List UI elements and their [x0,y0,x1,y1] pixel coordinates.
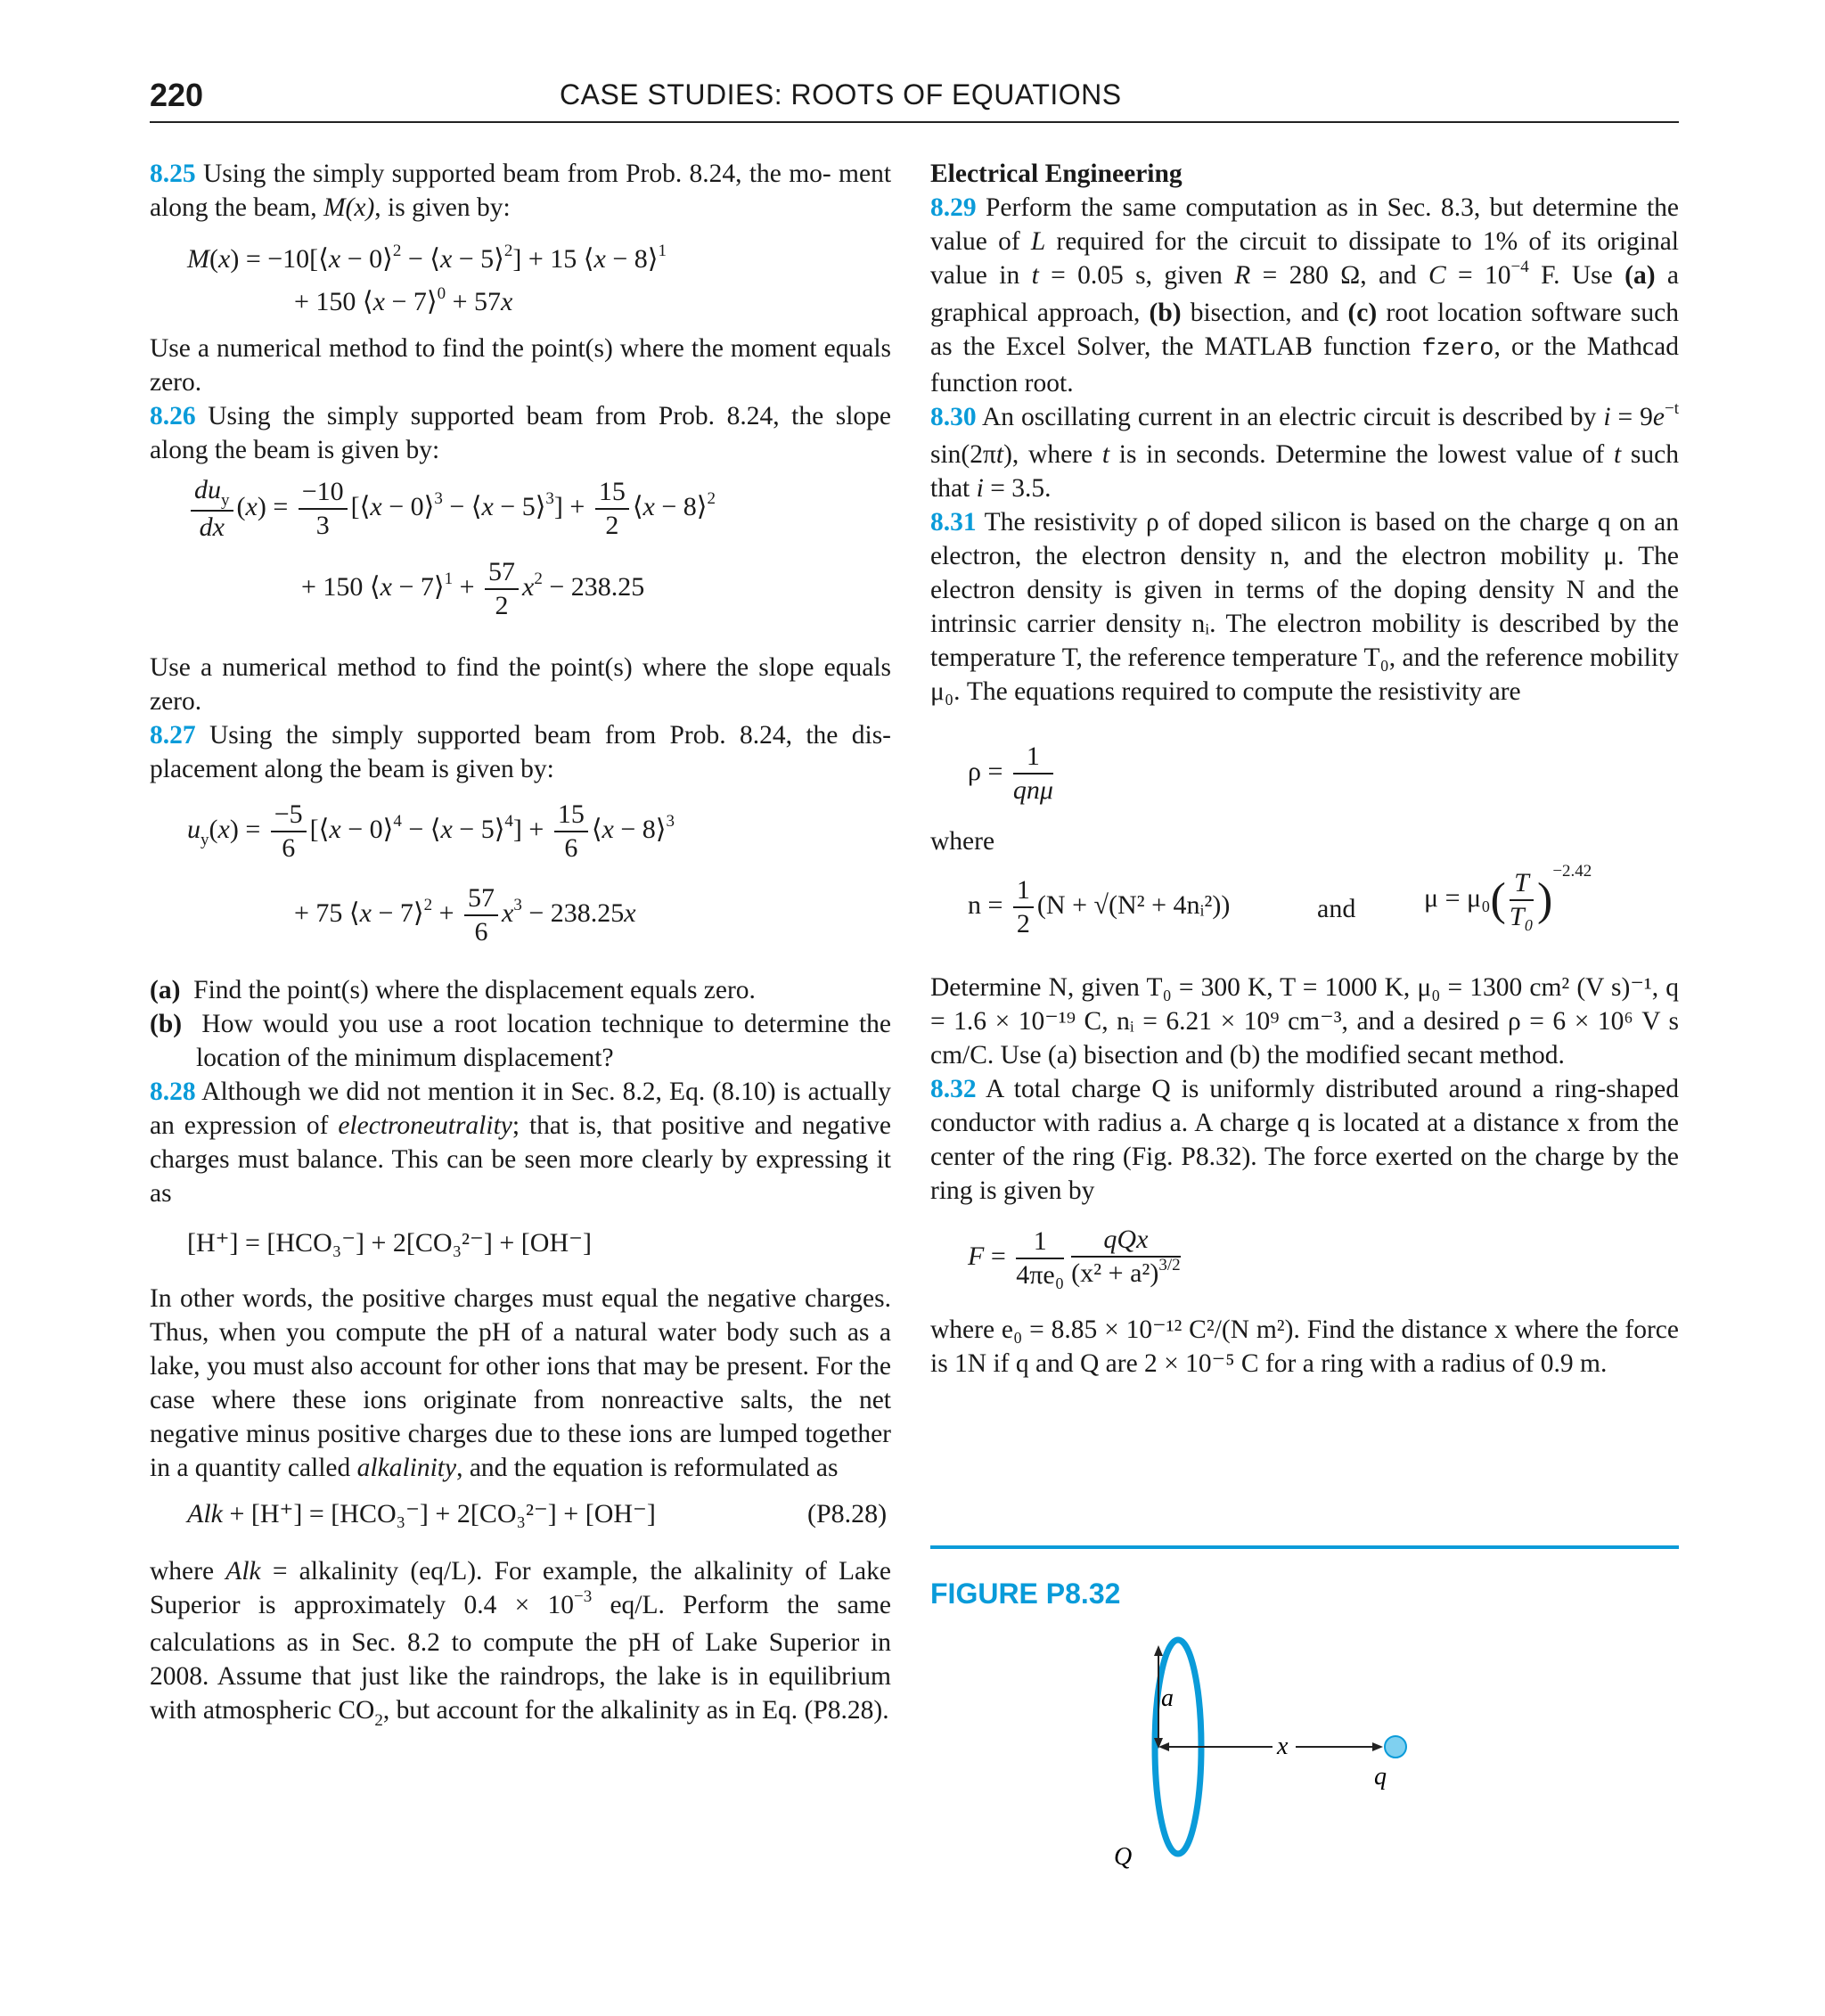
figure-caption: FIGURE P8.32 [930,1578,1121,1610]
problem-8-26-text: Use a numerical method to find the point(s) where the slope equals zero. [150,653,891,716]
problem-number: 8.28 [150,1078,196,1106]
equation-8-27: $u_y(x)$ = $\frac{-5}{6}$ [⟨x − 0⟩$^4$ − ⟨x − 5⟩$^4$] + $\frac{15}{6}$ ⟨x − 8⟩$^3$ + 75 ⟨x − 7⟩$^2$ + $\frac{57}{6}$ $x^3 - 238.25x$ [187,799,675,947]
where-text: where [930,827,995,856]
point-charge [1385,1736,1406,1758]
problem-number: 8.27 [150,721,196,750]
problem-8-25-text: Use a numerical method to find the point(s) where the moment equals zero. [150,334,891,397]
equation-8-25: M(x) = −10[⟨x − 0⟩$^2$ − ⟨x − 5⟩$^2$] + 15 ⟨x − 8⟩$^1$ + 150 ⟨x − 7⟩$^0$ + 57x [187,242,667,316]
ring-charge-figure [1096,1622,1524,1872]
list-item: (a) Find the point(s) where the displacement equals zero. [150,976,756,1004]
running-title: CASE STUDIES: ROOTS OF EQUATIONS [560,78,1122,111]
equation-8-26: $\frac{du_y}{dx}$ (x) = $\frac{-10}{3}$ [⟨x − 0⟩$^3$ − ⟨x − 5⟩$^3$] + $\frac{15}{2}$ ⟨x − 8⟩$^2$ + 150 ⟨x − 7⟩$^1$ + $\frac{57}{2}$ $x^2 - 238.25$ [150,467,891,645]
problem-number: 8.26 [150,402,196,430]
problem-number: 8.32 [930,1075,977,1103]
equation-force: F = $\frac{1}{\text{4πe₀}}$ $\frac{\text{qQx}}{(x^2 + a^2)^{3/2}}$ [968,1225,1181,1290]
problem-8-26: 8.26 Using the simply supported beam from Prob. 8.24, the slope along the beam is given by: [150,402,892,464]
equation-density-mobility: n = $\frac{1}{2}$ (N + √(N² + 4nᵢ²)) and μ = μ₀( $\frac{T}{\text{T₀}}$ )$^{-2.42}$ [968,861,1592,938]
problem-8-31: 8.31 The resistivity ρ of doped silicon is based on the charge q on an electron, the electron density n, and the electron mobility μ. The electron density is given in terms of the doping density N and the intrinsic carrier density nᵢ. The electron mobility is described by the temperature T, the reference temperature T₀, and the reference mobility μ₀. The equations required to compute the resistivity are [930,508,1679,706]
problem-8-25: 8.25 Using the simply supported beam from Prob. 8.24, the mo- ment along the beam, M(x), is given by: [150,160,892,222]
page-number: 220 [150,77,204,113]
label-x: x [1277,1733,1289,1760]
problem-8-32-text: where e₀ = 8.85 × 10⁻¹² C²/(N m²). Find the distance x where the force is 1N if q and Q are 2 × 10⁻⁵ C for a ring with a radius of 0.9 m. [930,1315,1679,1378]
list-item: (b) How would you use a root location technique to determine the location of the minimum displacement? [150,1010,892,1072]
problem-number: 8.25 [150,160,196,188]
problem-8-29: 8.29 Perform the same computation as in Sec. 8.3, but determine the value of L required for the circuit to dissipate to 1% of its original value in t = 0.05 s, given R = 280 Ω, and $C = 10^{-4}$ F. Use (a) a graphical approach, (b) bisection, and (c) root location software such as the Excel Solver, the MATLAB function fzero, or the Mathcad function root. [930,193,1680,397]
label-q: q [1374,1763,1387,1791]
problem-8-31-text: Determine N, given T₀ = 300 K, T = 1000 K, μ₀ = 1300 cm² (V s)⁻¹, q = 1.6 × 10⁻¹⁹ C, nᵢ = 6.21 × 10⁹ cm⁻³, and a desired ρ = 6 × 10⁶ V s cm/C. Use (a) bisection and (b) the modified secant method. [930,973,1679,1069]
label-a: a [1161,1684,1174,1712]
problem-8-32: 8.32 A total charge Q is uniformly distributed around a ring-shaped conductor with radius a. A charge q is located at a distance x from the center of the ring (Fig. P8.32). The force exerted on the charge by the ring is given by [930,1075,1679,1205]
equation-P8-28: Alk + [H⁺] = [HCO₃⁻] + 2[CO₃²⁻] + [OH⁻] (P8.28) [187,1499,888,1528]
problem-number: 8.29 [930,193,977,222]
problem-number: 8.30 [930,403,977,431]
right-column [930,157,1679,1381]
equation-resistivity: ρ = $\frac{1}{\text{qnμ}}$ [968,742,1053,805]
radius-arrowhead [1154,1645,1163,1656]
problem-8-28-text: In other words, the positive charges must equal the negative charges. Thus, when you compute the pH of a natural water body such as a lake, you must also account for other ions that may be present. For the case where these ions originate from nonreactive salts, the net negative minus positive charges due to these ions are lumped together in a quantity called alkalinity, and the equation is reformulated as [150,1284,891,1482]
distance-arrowhead-right [1372,1742,1383,1751]
equation-electroneutrality: [H⁺] = [HCO₃⁻] + 2[CO₃²⁻] + [OH⁻] [187,1228,592,1258]
problem-8-30: 8.30 An oscillating current in an electric circuit is described by $i = 9e^{-t}$ sin(2πt), where t is in seconds. Determine the lowest value of t such that i = 3.5. [930,399,1679,503]
figure-rule [930,1545,1679,1549]
section-heading: Electrical Engineering [930,160,1183,188]
page-header [150,77,1679,123]
problem-8-28-text-2: where Alk = alkalinity (eq/L). For example, the alkalinity of Lake Superior is approximately $0.4 \times 10^{-3}$ eq/L. Perform the same calculations as in Sec. 8.2 to compute the pH of Lake Superior in 2008. Assume that just like the raindrops, the lake is in equilibrium with atmospheric $CO_2$, but account for the alkalinity as in Eq. (P8.28). [150,1557,891,1730]
problem-number: 8.31 [930,508,977,537]
left-column [150,157,891,1731]
problem-8-27: 8.27 Using the simply supported beam from Prob. 8.24, the displacement along the beam is given by: [150,721,891,783]
label-Q: Q [1114,1843,1133,1871]
problem-8-28: 8.28 Although we did not mention it in Sec. 8.2, Eq. (8.10) is actually an expression of electroneutrality; that is, that positive and negative charges must balance. This can be seen more clearly by expressing it as [150,1078,891,1208]
